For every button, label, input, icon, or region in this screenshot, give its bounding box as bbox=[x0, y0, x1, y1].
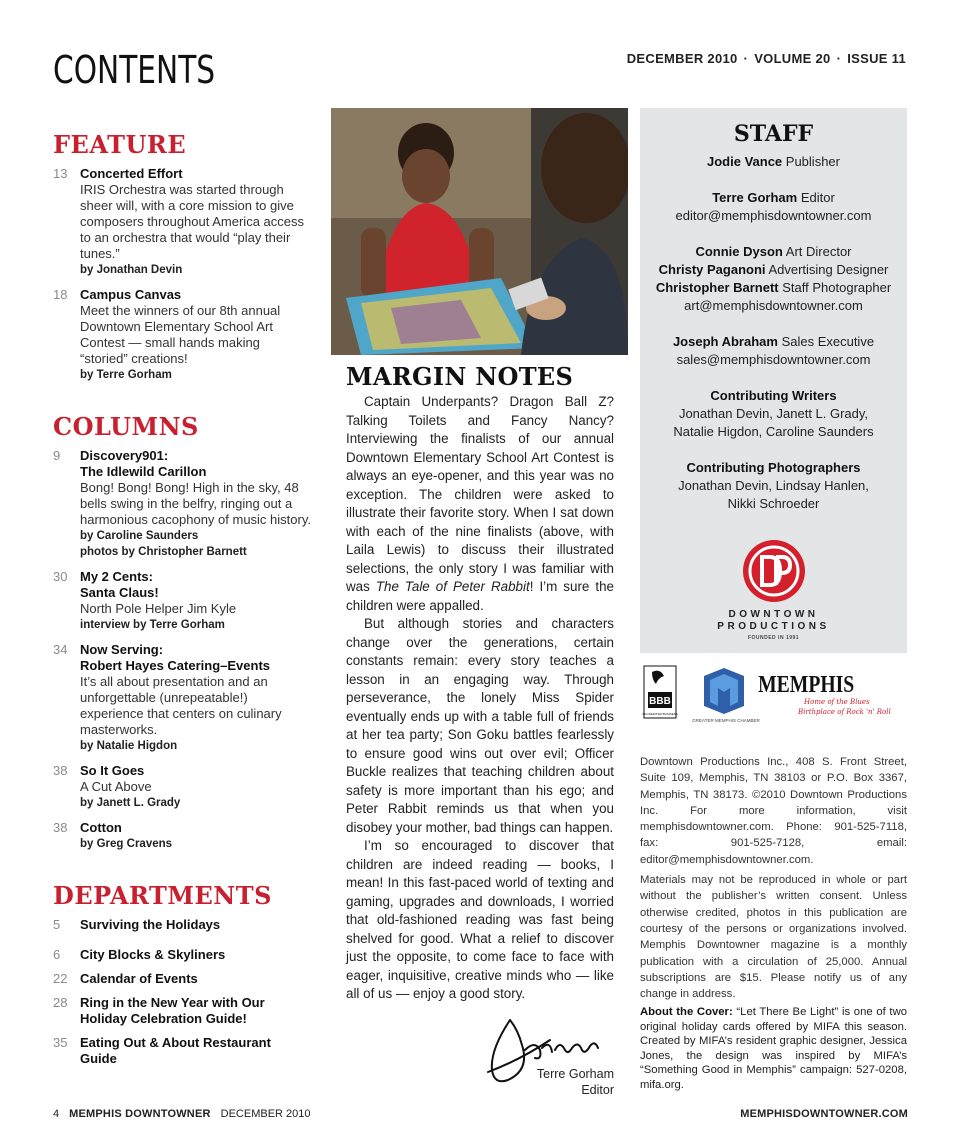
entry-desc: It’s all about presentation and an unforgettable (unrepeatable!) experience that centers on culinary masterworks. bbox=[80, 674, 282, 737]
margin-notes-heading: MARGIN NOTES bbox=[346, 362, 574, 391]
memphis-tagline-2: Birthplace of Rock 'n' Roll bbox=[798, 708, 891, 716]
signature-caption bbox=[537, 1066, 614, 1098]
page-number: 9 bbox=[53, 448, 61, 463]
paragraph: I’m so encouraged to discover that children are indeed reading — books, I mean! In this fast-paced world of texting and gaming, upgrades and downloads, I worried that old-fashioned reading was fast being shelved for good. What a relief to discover just the opposite, to come face to face with eager, inquisitive, creative minds who — like all of us — enjoy a good story. bbox=[346, 838, 614, 1001]
paragraph: Captain Underpants? Dragon Ball Z? Talking Toilets and Fancy Nancy? Interviewing the finalists of our annual Downtown Elementary School Art Contest is always an eye-opener, and this year was no exception. The children were asked to illustrate their favorite story. When I sat down with each of the nine finalists (above, with Laila Lewis) to discuss their illustrated selections, the only story I was familiar with was The Tale of Peter Rabbit! I’m sure the children were appalled. bbox=[346, 394, 614, 613]
department-item[interactable] bbox=[53, 947, 311, 963]
sales-email-link[interactable]: sales@memphisdowntowner.com bbox=[676, 352, 871, 367]
column-item[interactable] bbox=[53, 642, 311, 754]
entry-title: City Blocks & Skyliners bbox=[80, 947, 226, 962]
entry-byline: by Janett L. Grady bbox=[80, 797, 181, 809]
department-item[interactable] bbox=[53, 971, 311, 987]
entry-title: My 2 Cents: bbox=[80, 569, 153, 584]
signature-role: Editor bbox=[581, 1083, 614, 1097]
entry-title: Surviving the Holidays bbox=[80, 917, 221, 932]
entry-desc: North Pole Helper Jim Kyle bbox=[80, 601, 237, 616]
paragraph: But although stories and characters change over the generations, certain constants remain: every story teaches a lesson in an engaging way. Through perseverance, the lonely Miss Spider eventually ends up with a table full of friends at her tea party; Son Goku battles fearlessly to ensure good wins out over evil; Officer Buckle realizes that teaching children about safety is more important than his ego; and Peter Rabbit reminds us that when you disobey your mother, bad things can happen. bbox=[346, 616, 614, 835]
page-number: 18 bbox=[53, 287, 68, 302]
staff-editor: Terre Gorham Editor editor@memphisdowntowner.com bbox=[640, 189, 907, 225]
footer-website-link[interactable]: MEMPHISDOWNTOWNER.COM bbox=[740, 1108, 908, 1120]
department-item[interactable] bbox=[53, 1035, 311, 1067]
column-item[interactable] bbox=[53, 820, 311, 852]
bbb-logo-icon bbox=[642, 666, 678, 718]
issue-volume: VOLUME 20 bbox=[754, 51, 831, 66]
page-number: 38 bbox=[53, 763, 68, 778]
department-item[interactable] bbox=[53, 995, 311, 1027]
entry-title: Now Serving: bbox=[80, 642, 164, 657]
entry-photo-credit: photos by Christopher Barnett bbox=[80, 546, 247, 558]
chamber-logo-icon bbox=[692, 668, 760, 723]
page-number: 35 bbox=[53, 1035, 68, 1050]
entry-title: Discovery901: bbox=[80, 448, 169, 463]
feature-item[interactable] bbox=[53, 287, 311, 383]
publisher-info bbox=[640, 754, 907, 1006]
footer-page-number: 4 bbox=[53, 1108, 60, 1120]
cover-label: About the Cover: bbox=[640, 1006, 733, 1018]
entry-desc: IRIS Orchestra was started through sheer will, with a core mission to give composers throughout America access to an orchestra that would “play their tunes.” bbox=[80, 182, 304, 261]
entry-title: Cotton bbox=[80, 820, 122, 835]
address-paragraph: Downtown Productions Inc., 408 S. Front Street, Suite 109, Memphis, TN 38103 or P.O. Box 3367, Memphis, TN 38173. ©2010 Downtown Productions Inc. For more information, visit memphisdowntowner.com. Phone: 901-525-7118, fax: 901-525-7128, email: editor@memphisdowntowner.com. bbox=[640, 756, 907, 866]
entry-title: So It Goes bbox=[80, 763, 145, 778]
bbb-sub-text: ACCREDITED BUSINESS bbox=[642, 712, 678, 716]
staff-box bbox=[640, 108, 907, 653]
margin-notes-photo bbox=[331, 108, 628, 355]
entry-desc: Bong! Bong! Bong! High in the sky, 48 bells swing in the belfry, ringing out a harmonious cacophony of music history. bbox=[80, 480, 311, 527]
departments-heading: DEPARTMENTS bbox=[53, 881, 272, 910]
footer-publication: MEMPHIS DOWNTOWNER bbox=[69, 1108, 211, 1120]
entry-subtitle: Santa Claus! bbox=[80, 585, 159, 600]
cover-text: “Let There Be Light” is one of two original holiday cards offered by MIFA this season. Created by MIFA’s resident graphic designer, Jessica Jones, the design was inspired by MIFA’s “Something Good in Memphis” campaign: 527-0208, mifa.org. bbox=[640, 1006, 908, 1091]
page-title: CONTENTS bbox=[53, 48, 216, 92]
issue-info: DECEMBER 2010 · VOLUME 20 · ISSUE 11 bbox=[626, 51, 906, 66]
sponsor-logos bbox=[640, 662, 907, 727]
staff-photographers: Contributing Photographers Jonathan Devin, Lindsay Hanlen, Nikki Schroeder bbox=[678, 460, 869, 511]
columns-heading: COLUMNS bbox=[53, 412, 199, 441]
feature-item[interactable] bbox=[53, 166, 311, 278]
footer-left bbox=[53, 1108, 311, 1120]
entry-byline: by Jonathan Devin bbox=[80, 264, 183, 276]
entry-title: Eating Out & About Restaurant Guide bbox=[80, 1035, 271, 1066]
staff-publisher: Jodie Vance Publisher bbox=[707, 154, 840, 169]
downtown-productions-logo-icon bbox=[742, 539, 806, 603]
entry-byline: by Terre Gorham bbox=[80, 369, 172, 381]
column-item[interactable] bbox=[53, 569, 311, 633]
staff-art: Connie Dyson Art Director Christy Paganoni Advertising Designer Christopher Barnett Staff Photographer art@memphisdowntowner.com bbox=[640, 243, 907, 315]
staff-heading: STAFF bbox=[733, 121, 814, 147]
page-number: 38 bbox=[53, 820, 68, 835]
page-number: 5 bbox=[53, 917, 61, 932]
memphis-wordmark: MEMPHIS bbox=[758, 670, 855, 698]
entry-title: Concerted Effort bbox=[80, 166, 183, 181]
entry-byline: interview by Terre Gorham bbox=[80, 619, 225, 631]
entry-subtitle: The Idlewild Carillon bbox=[80, 464, 207, 479]
page-number: 13 bbox=[53, 166, 68, 181]
issue-month: DECEMBER 2010 bbox=[626, 51, 738, 66]
entry-desc: Meet the winners of our 8th annual Downtown Elementary School Art Contest — small hands making “storied” creations! bbox=[80, 303, 281, 366]
entry-title: Campus Canvas bbox=[80, 287, 182, 302]
issue-number: ISSUE 11 bbox=[847, 51, 906, 66]
entry-title: Calendar of Events bbox=[80, 971, 198, 986]
signature-name: Terre Gorham bbox=[536, 1067, 614, 1081]
entry-byline: by Natalie Higdon bbox=[80, 740, 178, 752]
memphis-logo-icon bbox=[758, 670, 891, 716]
rights-paragraph: Materials may not be reproduced in whole or part without the publisher’s written consent. Unless otherwise credited, photos in this publication are courtesy of the persons or organizations involved. Memphis Downtowner magazine is a monthly publication with a circulation of 25,000. Annual subscriptions are $15. Please notify us of any change in address. bbox=[640, 874, 907, 1001]
column-item[interactable] bbox=[53, 448, 311, 560]
staff-sales: Joseph Abraham Sales Executive sales@memphisdowntowner.com bbox=[640, 333, 907, 369]
column-item[interactable] bbox=[53, 763, 311, 811]
entry-byline: by Caroline Saunders bbox=[80, 530, 199, 542]
feature-heading: FEATURE bbox=[53, 130, 187, 159]
footer-month: DECEMBER 2010 bbox=[220, 1108, 311, 1120]
page-number: 28 bbox=[53, 995, 68, 1010]
department-item[interactable] bbox=[53, 917, 311, 933]
entry-desc: A Cut Above bbox=[80, 779, 152, 794]
page-number: 6 bbox=[53, 947, 61, 962]
staff-writers: Contributing Writers Jonathan Devin, Janett L. Grady, Natalie Higdon, Caroline Saunders bbox=[673, 388, 874, 439]
entry-byline: by Greg Cravens bbox=[80, 838, 173, 850]
art-email-link[interactable]: art@memphisdowntowner.com bbox=[684, 298, 863, 313]
contents-list bbox=[53, 130, 311, 1075]
page-number: 22 bbox=[53, 971, 68, 986]
page-number: 30 bbox=[53, 569, 68, 584]
editor-email-link[interactable]: editor@memphisdowntowner.com bbox=[675, 208, 872, 223]
margin-notes-body bbox=[346, 393, 614, 1004]
book-title: The Tale of Peter Rabbit bbox=[375, 579, 530, 594]
page-number: 34 bbox=[53, 642, 68, 657]
chamber-text: GREATER MEMPHIS CHAMBER bbox=[692, 718, 760, 723]
entry-subtitle: Robert Hayes Catering–Events bbox=[80, 658, 271, 673]
dp-founded: FOUNDED IN 1991 bbox=[747, 635, 800, 641]
entry-title: Ring in the New Year with Our Holiday Celebration Guide! bbox=[80, 995, 265, 1026]
bbb-text: BBB bbox=[649, 696, 671, 707]
memphis-tagline-1: Home of the Blues bbox=[804, 698, 870, 706]
about-cover bbox=[640, 1005, 907, 1092]
dp-wordmark: DOWNTOWN PRODUCTIONS bbox=[717, 609, 830, 632]
photo-illustration bbox=[331, 108, 628, 355]
